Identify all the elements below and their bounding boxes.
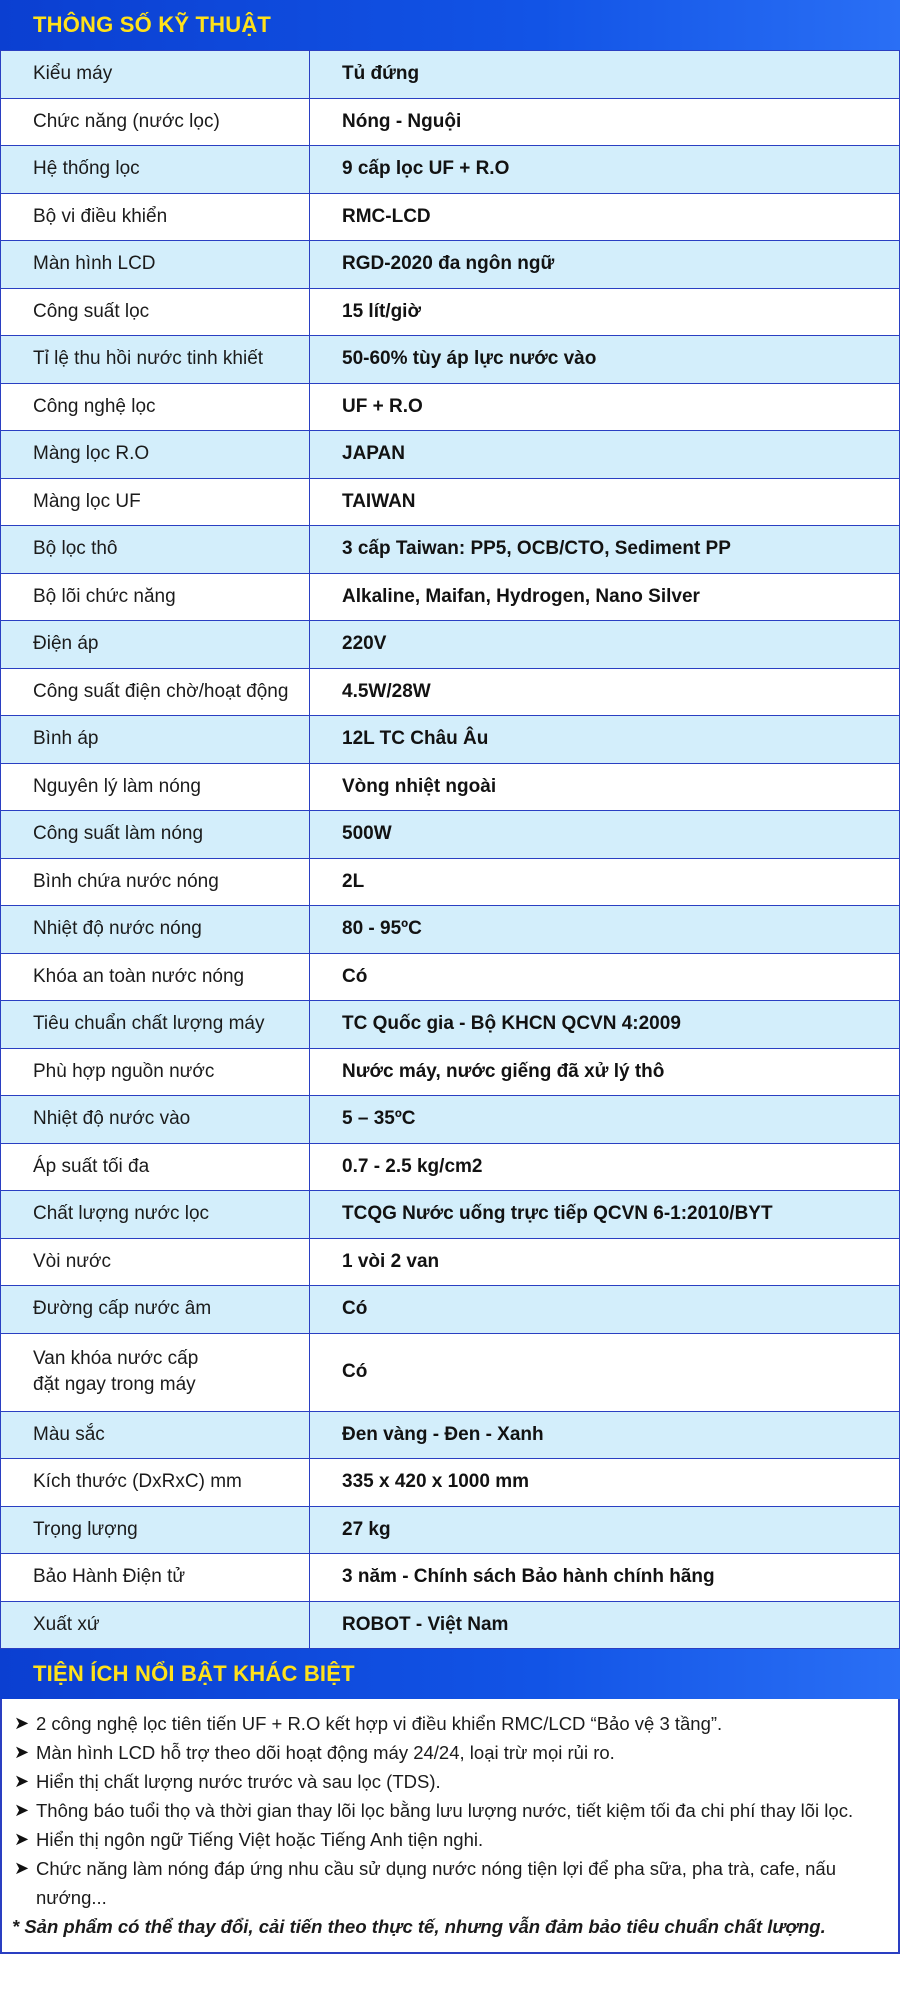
chevron-right-icon: ➤ [14, 1800, 30, 1820]
spec-label-line: đặt ngay trong máy [33, 1374, 196, 1395]
list-item [14, 1825, 888, 1854]
spec-value: 3 năm - Chính sách Bảo hành chính hãng [310, 1554, 900, 1602]
table-row [1, 1554, 900, 1602]
table-row [1, 811, 900, 859]
table-row [1, 621, 900, 669]
spec-value: 3 cấp Taiwan: PP5, OCB/CTO, Sediment PP [310, 526, 900, 574]
spec-header [0, 0, 900, 50]
spec-value: TCQG Nước uống trực tiếp QCVN 6-1:2010/BYT [310, 1191, 900, 1239]
spec-value: Alkaline, Maifan, Hydrogen, Nano Silver [310, 573, 900, 621]
spec-value: JAPAN [310, 431, 900, 479]
table-row [1, 953, 900, 1001]
spec-label: Hệ thống lọc [1, 146, 310, 194]
spec-label: Đường cấp nước âm [1, 1286, 310, 1334]
spec-value: 220V [310, 621, 900, 669]
list-item [14, 1796, 888, 1825]
spec-value: 5 – 35ºC [310, 1096, 900, 1144]
spec-label: Chất lượng nước lọc [1, 1191, 310, 1239]
chevron-right-icon: ➤ [14, 1713, 30, 1733]
list-item [14, 1767, 888, 1796]
table-row [1, 336, 900, 384]
table-row [1, 1333, 900, 1411]
spec-value: Có [310, 1333, 900, 1411]
spec-value: Đen vàng - Đen - Xanh [310, 1411, 900, 1459]
spec-value: 2L [310, 858, 900, 906]
spec-label: Kiểu máy [1, 51, 310, 99]
benefit-text: 2 công nghệ lọc tiên tiến UF + R.O kết hợp vi điều khiển RMC/LCD “Bảo vệ 3 tầng”. [36, 1713, 723, 1734]
spec-label: Bảo Hành Điện tử [1, 1554, 310, 1602]
spec-value: RMC-LCD [310, 193, 900, 241]
spec-label: Công suất điện chờ/hoạt động [1, 668, 310, 716]
table-row [1, 1096, 900, 1144]
spec-title: THÔNG SỐ KỸ THUẬT [33, 12, 272, 37]
spec-value: Vòng nhiệt ngoài [310, 763, 900, 811]
benefits-title: TIỆN ÍCH NỔI BẬT KHÁC BIỆT [33, 1661, 355, 1686]
spec-label: Tiêu chuẩn chất lượng máy [1, 1001, 310, 1049]
table-row [1, 906, 900, 954]
spec-label: Trọng lượng [1, 1506, 310, 1554]
spec-value: Có [310, 1286, 900, 1334]
spec-label: Tỉ lệ thu hồi nước tinh khiết [1, 336, 310, 384]
table-row [1, 526, 900, 574]
table-row [1, 1191, 900, 1239]
spec-value: ROBOT - Việt Nam [310, 1601, 900, 1649]
spec-value: Nóng - Nguội [310, 98, 900, 146]
table-row [1, 1001, 900, 1049]
spec-value: 0.7 - 2.5 kg/cm2 [310, 1143, 900, 1191]
spec-value: 12L TC Châu Âu [310, 716, 900, 764]
table-row [1, 763, 900, 811]
spec-table [0, 50, 900, 1649]
table-row [1, 1238, 900, 1286]
spec-value: 335 x 420 x 1000 mm [310, 1459, 900, 1507]
spec-label: Chức năng (nước lọc) [1, 98, 310, 146]
list-item [14, 1854, 888, 1912]
benefit-text: Chức năng làm nóng đáp ứng nhu cầu sử dụng nước nóng tiện lợi để pha sữa, pha trà, cafe, nấu nướng... [36, 1858, 836, 1908]
spec-label: Bộ lọc thô [1, 526, 310, 574]
spec-value: RGD-2020 đa ngôn ngữ [310, 241, 900, 289]
table-row [1, 1411, 900, 1459]
spec-label: Áp suất tối đa [1, 1143, 310, 1191]
benefits-header [0, 1649, 900, 1699]
table-row [1, 98, 900, 146]
spec-label: Xuất xứ [1, 1601, 310, 1649]
chevron-right-icon: ➤ [14, 1858, 30, 1878]
list-item [14, 1709, 888, 1738]
table-row [1, 1286, 900, 1334]
table-row [1, 288, 900, 336]
spec-value: Tủ đứng [310, 51, 900, 99]
spec-value: 27 kg [310, 1506, 900, 1554]
chevron-right-icon: ➤ [14, 1742, 30, 1762]
spec-label-line: Van khóa nước cấp [33, 1348, 199, 1369]
table-row [1, 1459, 900, 1507]
spec-label: Bình chứa nước nóng [1, 858, 310, 906]
spec-label: Màng lọc R.O [1, 431, 310, 479]
spec-label: Màu sắc [1, 1411, 310, 1459]
table-row [1, 668, 900, 716]
spec-label: Màn hình LCD [1, 241, 310, 289]
table-row [1, 1506, 900, 1554]
spec-value: 1 vòi 2 van [310, 1238, 900, 1286]
spec-value: 9 cấp lọc UF + R.O [310, 146, 900, 194]
spec-label [1, 1333, 310, 1411]
list-item [14, 1738, 888, 1767]
spec-label: Công nghệ lọc [1, 383, 310, 431]
benefit-text: Hiển thị ngôn ngữ Tiếng Việt hoặc Tiếng Anh tiện nghi. [36, 1829, 484, 1850]
spec-value: TAIWAN [310, 478, 900, 526]
spec-value: Có [310, 953, 900, 1001]
spec-label: Nhiệt độ nước nóng [1, 906, 310, 954]
spec-value: 50-60% tùy áp lực nước vào [310, 336, 900, 384]
spec-label: Công suất lọc [1, 288, 310, 336]
spec-label: Điện áp [1, 621, 310, 669]
spec-value: 15 lít/giờ [310, 288, 900, 336]
table-row [1, 478, 900, 526]
spec-label: Bộ lõi chức năng [1, 573, 310, 621]
table-row [1, 573, 900, 621]
benefits-panel [0, 1699, 900, 1954]
chevron-right-icon: ➤ [14, 1771, 30, 1791]
spec-value: 80 - 95ºC [310, 906, 900, 954]
spec-label: Phù hợp nguồn nước [1, 1048, 310, 1096]
table-row [1, 1143, 900, 1191]
table-row [1, 383, 900, 431]
benefit-text: Màn hình LCD hỗ trợ theo dõi hoạt động máy 24/24, loại trừ mọi rủi ro. [36, 1742, 615, 1763]
table-row [1, 431, 900, 479]
spec-value: Nước máy, nước giếng đã xử lý thô [310, 1048, 900, 1096]
spec-label: Vòi nước [1, 1238, 310, 1286]
spec-label: Công suất làm nóng [1, 811, 310, 859]
benefits-list [14, 1709, 888, 1912]
table-row [1, 51, 900, 99]
spec-label: Bộ vi điều khiển [1, 193, 310, 241]
table-row [1, 146, 900, 194]
chevron-right-icon: ➤ [14, 1829, 30, 1849]
table-row [1, 1601, 900, 1649]
table-row [1, 193, 900, 241]
disclaimer-note: * Sản phẩm có thể thay đổi, cải tiến theo thực tế, nhưng vẫn đảm bảo tiêu chuẩn chất lượng. [12, 1916, 826, 1937]
spec-label: Màng lọc UF [1, 478, 310, 526]
spec-label: Nhiệt độ nước vào [1, 1096, 310, 1144]
benefit-text: Hiển thị chất lượng nước trước và sau lọc (TDS). [36, 1771, 441, 1792]
spec-value: UF + R.O [310, 383, 900, 431]
table-row [1, 241, 900, 289]
table-row [1, 1048, 900, 1096]
spec-value: 4.5W/28W [310, 668, 900, 716]
table-row [1, 858, 900, 906]
spec-label: Bình áp [1, 716, 310, 764]
table-row [1, 716, 900, 764]
spec-label: Kích thước (DxRxC) mm [1, 1459, 310, 1507]
spec-value: TC Quốc gia - Bộ KHCN QCVN 4:2009 [310, 1001, 900, 1049]
spec-label: Nguyên lý làm nóng [1, 763, 310, 811]
spec-value: 500W [310, 811, 900, 859]
benefit-text: Thông báo tuổi thọ và thời gian thay lõi lọc bằng lưu lượng nước, tiết kiệm tối đa chi phí thay lõi lọc. [36, 1800, 854, 1821]
spec-label: Khóa an toàn nước nóng [1, 953, 310, 1001]
